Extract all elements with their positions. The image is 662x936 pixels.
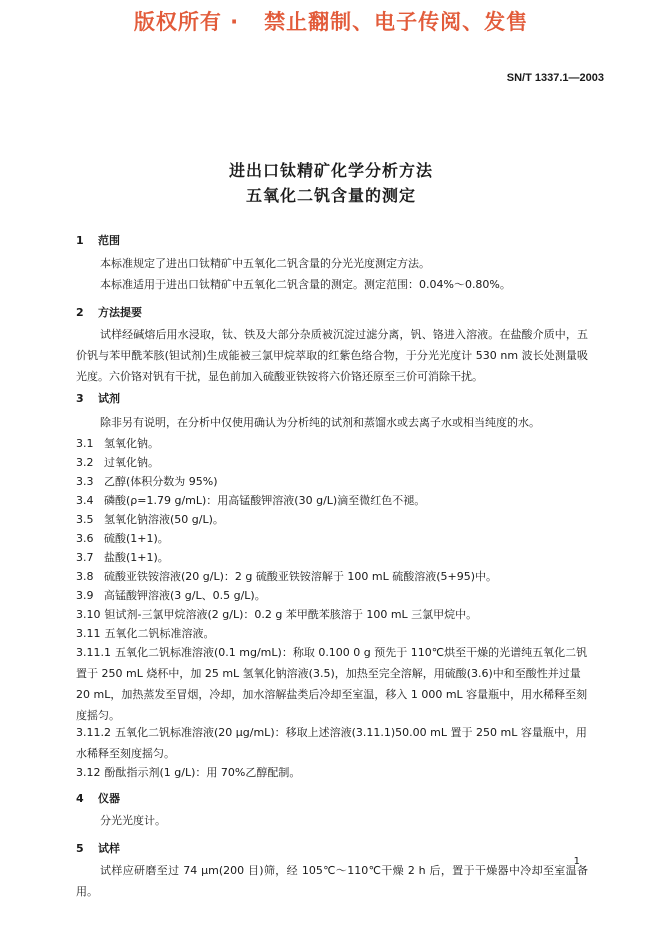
item-text: 磷酸(ρ=1.79 g/mL)：用高锰酸钾溶液(30 g/L)滴至微红色不褪。 bbox=[104, 494, 426, 507]
section-heading-reagents bbox=[76, 390, 120, 406]
list-item bbox=[76, 528, 588, 549]
item-number: 3.3 bbox=[76, 475, 94, 488]
paragraph: 除非另有说明，在分析中仅使用确认为分析纯的试剂和蒸馏水或去离子水或相当纯度的水。 bbox=[100, 416, 540, 429]
section-heading-method bbox=[76, 304, 142, 320]
section-heading-scope bbox=[76, 232, 120, 248]
item-number: 3.1 bbox=[76, 437, 94, 450]
paragraph: 分光光度计。 bbox=[100, 814, 166, 827]
item-text: 酚酞指示剂(1 g/L)：用 70%乙醇配制。 bbox=[104, 766, 301, 779]
section-number: 2 bbox=[76, 306, 84, 319]
item-number: 3.11.2 bbox=[76, 726, 111, 739]
item-text: 高锰酸钾溶液(3 g/L、0.5 g/L)。 bbox=[104, 589, 266, 602]
item-number: 3.5 bbox=[76, 513, 94, 526]
item-text: 硫酸亚铁铵溶液(20 g/L)：2 g 硫酸亚铁铵溶解于 100 mL 硫酸溶液(5+95)中。 bbox=[104, 570, 497, 583]
section-heading-apparatus bbox=[76, 790, 120, 806]
section-number: 3 bbox=[76, 392, 84, 405]
item-text: 盐酸(1+1)。 bbox=[104, 551, 169, 564]
list-item bbox=[76, 452, 588, 473]
list-item bbox=[76, 604, 588, 625]
item-number: 3.9 bbox=[76, 589, 94, 602]
list-item bbox=[76, 722, 588, 764]
item-text: 钽试剂-三氯甲烷溶液(2 g/L)：0.2 g 苯甲酰苯胲溶于 100 mL 三氯甲烷中。 bbox=[104, 608, 478, 621]
item-number: 3.10 bbox=[76, 608, 101, 621]
item-text: 过氧化钠。 bbox=[104, 456, 159, 469]
item-number: 3.12 bbox=[76, 766, 101, 779]
section-number: 5 bbox=[76, 842, 84, 855]
item-number: 3.4 bbox=[76, 494, 94, 507]
paragraph: 试样经碱熔后用水浸取，钛、铁及大部分杂质被沉淀过滤分离，钒、铬进入溶液。在盐酸介质中，五价钒与苯甲酰苯胲(钽试剂)生成能被三氯甲烷萃取的红紫色络合物，于分光光度计 530 nm 波长处测量吸光度。六价铬对钒有干扰，显色前加入硫酸亚铁铵将六价铬还原至三价可消除干扰。 bbox=[76, 328, 588, 383]
item-text: 氢氧化钠溶液(50 g/L)。 bbox=[104, 513, 224, 526]
section-title: 仪器 bbox=[98, 792, 120, 805]
list-item bbox=[76, 762, 588, 783]
list-item bbox=[76, 471, 588, 492]
section-number: 4 bbox=[76, 792, 84, 805]
page-number: 1 bbox=[573, 856, 580, 867]
item-text: 乙醇(体积分数为 95%) bbox=[104, 475, 218, 488]
list-item bbox=[76, 623, 588, 644]
paragraph: 本标准适用于进出口钛精矿中五氧化二钒含量的测定。测定范围：0.04%～0.80%。 bbox=[100, 278, 511, 291]
copyright-banner: 版权所有 · 禁止翻制、电子传阅、发售 bbox=[133, 10, 529, 34]
list-item bbox=[76, 433, 588, 454]
paragraph: 本标准规定了进出口钛精矿中五氧化二钒含量的分光光度测定方法。 bbox=[100, 257, 430, 270]
item-text: 五氧化二钒标准溶液。 bbox=[104, 627, 215, 640]
section-title: 方法提要 bbox=[98, 306, 142, 319]
document-subtitle: 五氧化二钒含量的测定 bbox=[245, 186, 416, 205]
paragraph: 试样应研磨至过 74 μm(200 目)筛，经 105℃～110℃干燥 2 h 后，置于干燥器中冷却至室温备用。 bbox=[76, 864, 588, 898]
item-text: 五氧化二钒标准溶液(20 μg/mL)：移取上述溶液(3.11.1)50.00 mL 置于 250 mL 容量瓶中，用水稀释至刻度摇匀。 bbox=[76, 726, 587, 760]
item-number: 3.11.1 bbox=[76, 646, 111, 659]
section-title: 试剂 bbox=[98, 392, 120, 405]
item-number: 3.2 bbox=[76, 456, 94, 469]
list-item bbox=[76, 547, 588, 568]
section-heading-sample bbox=[76, 840, 120, 856]
section-number: 1 bbox=[76, 234, 84, 247]
section-title: 试样 bbox=[98, 842, 120, 855]
list-item bbox=[76, 642, 588, 726]
list-item bbox=[76, 490, 588, 511]
item-text: 氢氧化钠。 bbox=[104, 437, 159, 450]
item-number: 3.6 bbox=[76, 532, 94, 545]
item-number: 3.8 bbox=[76, 570, 94, 583]
section-title: 范围 bbox=[98, 234, 120, 247]
document-title: 进出口钛精矿化学分析方法 bbox=[228, 161, 433, 180]
standard-code: SN/T 1337.1—2003 bbox=[506, 72, 604, 84]
item-text: 五氧化二钒标准溶液(0.1 mg/mL)：称取 0.100 0 g 预先于 110℃烘至干燥的光谱纯五氧化二钒置于 250 mL 烧杯中，加 25 mL 氢氧化钠溶液(3.5)，加热至完全溶解，用硫酸(3.6)中和至酸性并过量 20 mL，加热蒸发至冒烟，冷却，加水溶解盐类后冷却至室温，移入 1 000 mL 容量瓶中，用水稀释至刻度摇匀。 bbox=[76, 646, 588, 722]
item-number: 3.11 bbox=[76, 627, 101, 640]
list-item bbox=[76, 566, 588, 587]
item-text: 硫酸(1+1)。 bbox=[104, 532, 169, 545]
item-number: 3.7 bbox=[76, 551, 94, 564]
list-item bbox=[76, 509, 588, 530]
list-item bbox=[76, 585, 588, 606]
